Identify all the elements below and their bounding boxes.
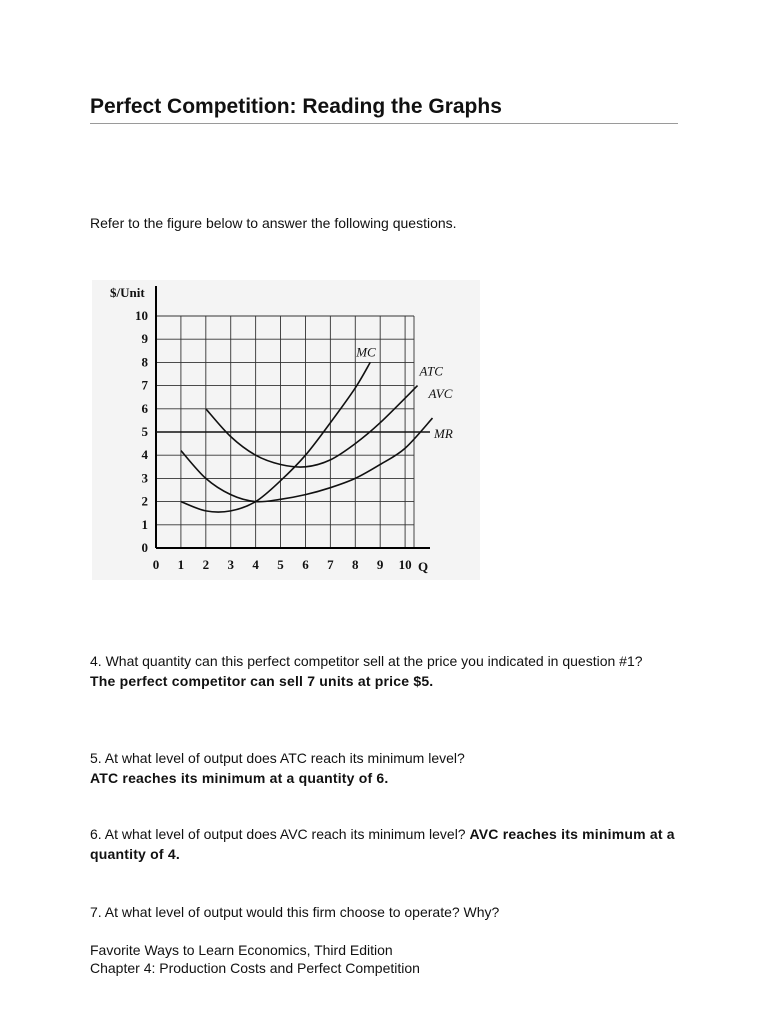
curve-label-atc: ATC: [419, 363, 443, 379]
curve-label-avc: AVC: [428, 386, 453, 402]
footer-chapter: Chapter 4: Production Costs and Perfect Competition: [90, 960, 420, 976]
question-4-prompt: 4. What quantity can this perfect competitor sell at the price you indicated in question #1?: [90, 653, 643, 669]
y-axis-label: $/Unit: [110, 285, 145, 300]
y-tick-label: 8: [141, 354, 148, 370]
y-tick-label: 6: [141, 400, 148, 416]
y-tick-label: 10: [135, 308, 148, 323]
x-tick-label: 3: [227, 557, 234, 572]
question-6-answer: AVC reaches its minimum at a quantity of 4.: [90, 826, 675, 862]
x-tick-label: 7: [327, 557, 334, 572]
page-title: Perfect Competition: Reading the Graphs: [90, 95, 678, 124]
x-tick-label: 0: [152, 557, 160, 572]
y-tick-label: 2: [141, 493, 148, 509]
footer-book-title: Favorite Ways to Learn Economics, Third Edition: [90, 942, 393, 958]
y-tick-label: 3: [141, 470, 148, 486]
question-7-prompt: 7. At what level of output would this firm choose to operate? Why?: [90, 904, 500, 920]
y-tick-label: 0: [141, 540, 148, 555]
x-tick-label: 4: [252, 557, 259, 572]
y-tick-label: 7: [141, 377, 148, 393]
x-tick-label: 5: [277, 557, 284, 572]
question-7: [90, 902, 680, 922]
question-6: [90, 824, 680, 864]
curve-label-mc: MC: [356, 344, 376, 360]
footer: [90, 941, 420, 977]
question-5: [90, 748, 680, 788]
y-tick-label: 9: [141, 331, 148, 347]
cost-curves-figure: [92, 280, 480, 580]
cost-curves-chart: [92, 280, 480, 580]
y-tick-label: 4: [141, 447, 148, 463]
y-tick-label: 1: [141, 516, 148, 532]
x-tick-label: 10: [398, 557, 412, 572]
x-tick-label: 8: [352, 557, 359, 572]
question-4: [90, 651, 680, 691]
x-tick-label: 9: [376, 557, 384, 572]
intro-text: Refer to the figure below to answer the following questions.: [90, 215, 457, 231]
question-4-answer: The perfect competitor can sell 7 units at price $5.: [90, 673, 434, 689]
x-tick-label: 6: [302, 557, 309, 572]
y-tick-label: 5: [141, 424, 148, 439]
question-6-prompt: 6. At what level of output does AVC reach its minimum level?: [90, 826, 466, 842]
x-tick-label: 1: [177, 557, 185, 572]
question-5-prompt: 5. At what level of output does ATC reach its minimum level?: [90, 750, 465, 766]
curve-label-mr: MR: [434, 426, 453, 441]
x-axis-label: Q: [418, 559, 429, 574]
x-tick-label: 2: [202, 557, 210, 572]
question-5-answer: ATC reaches its minimum at a quantity of 6.: [90, 770, 389, 786]
